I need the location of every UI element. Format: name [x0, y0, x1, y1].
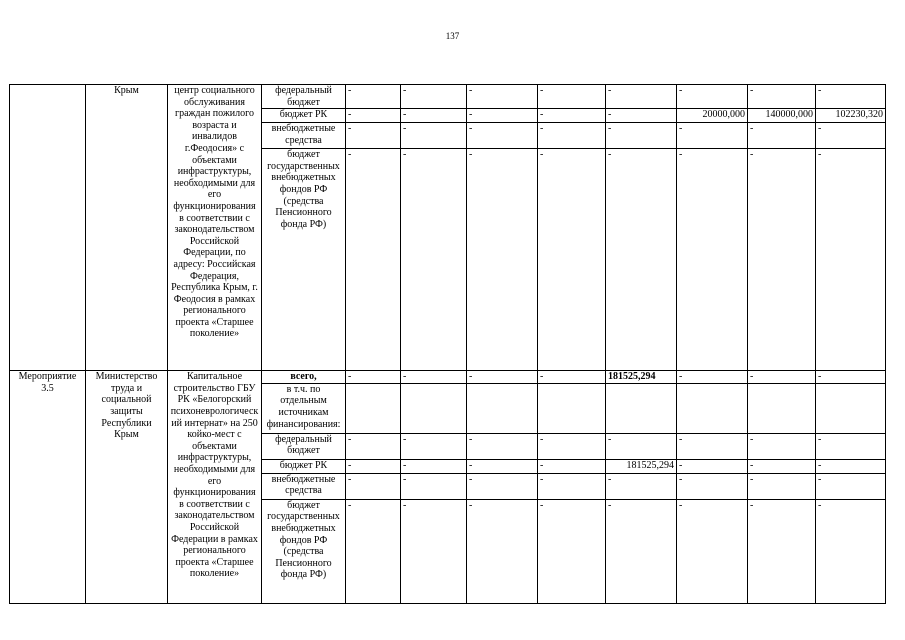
- value-cell: -: [467, 149, 538, 371]
- value-cell: 20000,000: [677, 109, 748, 123]
- measure-cell: Мероприятие 3.5: [10, 371, 86, 604]
- value-cell: -: [748, 371, 816, 384]
- value-cell: [677, 383, 748, 433]
- value-cell: -: [538, 473, 606, 499]
- value-cell: -: [538, 85, 606, 109]
- value-cell: -: [816, 473, 886, 499]
- budget-source-label: федеральный бюджет: [262, 85, 346, 109]
- value-cell: -: [538, 433, 606, 459]
- value-cell: -: [401, 473, 467, 499]
- value-cell: -: [606, 473, 677, 499]
- budget-incl-label: в т.ч. по отдельным источникам финансирования:: [262, 383, 346, 433]
- description-cell: центр социального обслуживания граждан пожилого возраста и инвалидов г.Феодосия» с объектами инфраструктуры, необходимыми для его функционирования в соответствии с законодательством Российской Федерации, по адресу: Российская Федерация, Республика Крым, г. Феодосия в рамках регионального проекта «Старшее поколение»: [168, 85, 262, 371]
- value-cell: -: [346, 371, 401, 384]
- value-cell: -: [538, 149, 606, 371]
- value-cell: -: [401, 433, 467, 459]
- value-cell: -: [606, 433, 677, 459]
- value-cell: -: [401, 459, 467, 473]
- budget-table: [9, 84, 886, 604]
- value-cell: -: [816, 123, 886, 149]
- value-cell: -: [606, 123, 677, 149]
- budget-source-label: внебюджетные средства: [262, 123, 346, 149]
- page-number: 137: [445, 31, 460, 41]
- value-cell: -: [606, 85, 677, 109]
- table-row: [10, 85, 886, 109]
- budget-source-label: бюджет РК: [262, 459, 346, 473]
- value-cell: -: [346, 109, 401, 123]
- value-cell: -: [677, 123, 748, 149]
- value-cell: -: [677, 85, 748, 109]
- value-cell: -: [401, 109, 467, 123]
- value-cell: -: [401, 85, 467, 109]
- value-cell: -: [606, 109, 677, 123]
- value-cell: -: [467, 109, 538, 123]
- value-cell: -: [346, 473, 401, 499]
- value-cell: -: [816, 459, 886, 473]
- value-cell: -: [401, 123, 467, 149]
- value-cell: -: [538, 109, 606, 123]
- value-cell: -: [748, 473, 816, 499]
- value-cell: -: [467, 123, 538, 149]
- value-cell: -: [748, 433, 816, 459]
- value-cell: -: [677, 459, 748, 473]
- value-cell: -: [467, 371, 538, 384]
- value-cell: [606, 383, 677, 433]
- value-cell: -: [401, 149, 467, 371]
- value-cell: -: [538, 123, 606, 149]
- value-cell: 140000,000: [748, 109, 816, 123]
- description-cell: Капитальное строительство ГБУ РК «Белогорский психоневрологический интернат» на 250 койко-мест с объектами инфраструктуры, необходимыми для его функционирования в соответствии с законодательством Российской Федерации в рамках регионального проекта «Старшее поколение»: [168, 371, 262, 604]
- budget-source-label: бюджет РК: [262, 109, 346, 123]
- value-cell: -: [538, 459, 606, 473]
- value-cell: [816, 383, 886, 433]
- value-cell: -: [346, 85, 401, 109]
- value-cell: -: [677, 371, 748, 384]
- value-cell: 181525,294: [606, 371, 677, 384]
- value-cell: -: [346, 123, 401, 149]
- executor-cell: Крым: [86, 85, 168, 371]
- value-cell: -: [748, 459, 816, 473]
- value-cell: [467, 383, 538, 433]
- value-cell: -: [467, 459, 538, 473]
- value-cell: -: [677, 473, 748, 499]
- value-cell: [346, 383, 401, 433]
- budget-total-label: всего,: [262, 371, 346, 384]
- value-cell: [538, 383, 606, 433]
- value-cell: 181525,294: [606, 459, 677, 473]
- value-cell: -: [346, 433, 401, 459]
- value-cell: -: [401, 371, 467, 384]
- table-row: [10, 371, 886, 384]
- value-cell: -: [816, 371, 886, 384]
- value-cell: -: [606, 499, 677, 603]
- value-cell: [401, 383, 467, 433]
- value-cell: -: [816, 85, 886, 109]
- value-cell: -: [677, 433, 748, 459]
- value-cell: -: [748, 149, 816, 371]
- value-cell: -: [467, 499, 538, 603]
- value-cell: -: [538, 499, 606, 603]
- value-cell: 102230,320: [816, 109, 886, 123]
- value-cell: -: [677, 499, 748, 603]
- measure-cell: [10, 85, 86, 371]
- value-cell: -: [467, 85, 538, 109]
- value-cell: -: [748, 499, 816, 603]
- budget-source-label: федеральный бюджет: [262, 433, 346, 459]
- value-cell: -: [467, 433, 538, 459]
- budget-source-label: бюджет государственных внебюджетных фондов РФ (средства Пенсионного фонда РФ): [262, 149, 346, 371]
- budget-source-label: внебюджетные средства: [262, 473, 346, 499]
- value-cell: -: [346, 149, 401, 371]
- value-cell: -: [677, 149, 748, 371]
- value-cell: -: [346, 499, 401, 603]
- value-cell: -: [748, 85, 816, 109]
- budget-source-label: бюджет государственных внебюджетных фондов РФ (средства Пенсионного фонда РФ): [262, 499, 346, 603]
- value-cell: -: [816, 499, 886, 603]
- value-cell: -: [467, 473, 538, 499]
- executor-cell: Министерство труда и социальной защиты Республики Крым: [86, 371, 168, 604]
- value-cell: -: [816, 433, 886, 459]
- value-cell: -: [346, 459, 401, 473]
- value-cell: -: [748, 123, 816, 149]
- value-cell: -: [538, 371, 606, 384]
- value-cell: -: [606, 149, 677, 371]
- value-cell: -: [816, 149, 886, 371]
- value-cell: -: [401, 499, 467, 603]
- value-cell: [748, 383, 816, 433]
